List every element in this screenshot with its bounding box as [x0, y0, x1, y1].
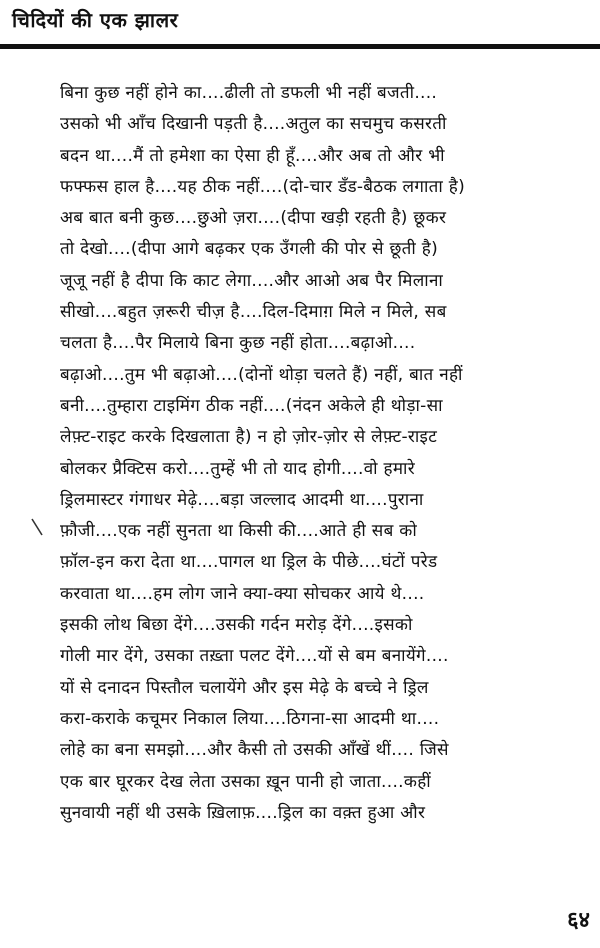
text-line: यों से दनादन पिस्तौल चलायेंगे और इस मेढ़े के बच्चे ने ड्रिल: [60, 677, 429, 698]
header-rule: [0, 44, 600, 49]
text-line: लोहे का बना समझो....और कैसी तो उसकी आँखें थीं.... जिसे: [60, 740, 449, 761]
text-line: उसको भी आँच दिखानी पड़ती है....अतुल का सचमुच कसरती: [60, 114, 447, 135]
margin-pencil-mark: [30, 517, 44, 537]
text-line: एक बार घूरकर देख लेता उसका ख़ून पानी हो जाता....कहीं: [60, 771, 431, 792]
text-line: करवाता था....हम लोग जाने क्या-क्या सोचकर आये थे....: [60, 583, 425, 604]
text-line: बढ़ाओ....तुम भी बढ़ाओ....(दोनों थोड़ा चलते हैं) नहीं, बात नहीं: [60, 364, 463, 385]
running-header-title: चिदियों की एक झालर: [12, 8, 179, 32]
text-line: लेफ़्ट-राइट करके दिखलाता है) न हो ज़ोर-ज़ोर से लेफ़्ट-राइट: [60, 427, 438, 448]
text-line: सुनवायी नहीं थी उसके ख़िलाफ़....ड्रिल का वक़्त हुआ और: [60, 802, 426, 823]
text-line: बोलकर प्रैक्टिस करो....तुम्हें भी तो याद होगी....वो हमारे: [60, 458, 416, 479]
text-line: तो देखो....(दीपा आगे बढ़कर एक उँगली की पोर से छूती है): [60, 239, 439, 260]
text-line: बिना कुछ नहीं होने का....ढीली तो डफली भी नहीं बजती....: [60, 83, 438, 103]
text-line: गोली मार देंगे, उसका तख़्ता पलट देंगे....यों से बम बनायेंगे....: [60, 646, 449, 667]
text-line: सीखो....बहुत ज़रूरी चीज़ है....दिल-दिमाग़ मिले न मिले, सब: [60, 302, 447, 323]
page-number: ६४: [567, 908, 590, 933]
text-line: इसकी लोथ बिछा देंगे....उसकी गर्दन मरोड़ देंगे....इसको: [60, 615, 413, 636]
text-line: जूजू नहीं है दीपा कि काट लेगा....और आओ अब पैर मिलाना: [60, 270, 444, 291]
body-text: [60, 78, 570, 829]
text-line: बनी....तुम्हारा टाइमिंग ठीक नहीं....(नंदन अकेले ही थोड़ा-सा: [60, 395, 443, 416]
text-line: फ़ॉल-इन करा देता था....पागल था ड्रिल के पीछे....घंटों परेड: [60, 552, 438, 573]
text-line: फफ्फस हाल है....यह ठीक नहीं....(दो-चार डँड-बैठक लगाता है): [60, 176, 465, 197]
text-line: करा-कराके कचूमर निकाल लिया....ठिगना-सा आदमी था....: [60, 708, 440, 729]
text-line: अब बात बनी कुछ....छुओ ज़रा....(दीपा खड़ी रहती है) छूकर: [60, 208, 447, 229]
text-line: ड्रिलमास्टर गंगाधर मेढ़े....बड़ा जल्लाद आदमी था....पुराना: [60, 489, 424, 510]
text-line: फ़ौजी....एक नहीं सुनता था किसी की....आते ही सब को: [60, 521, 418, 542]
text-line: बदन था....मैं तो हमेशा का ऐसा ही हूँ....और अब तो और भी: [60, 145, 445, 166]
text-line: चलता है....पैर मिलाये बिना कुछ नहीं होता....बढ़ाओ....: [60, 333, 416, 354]
